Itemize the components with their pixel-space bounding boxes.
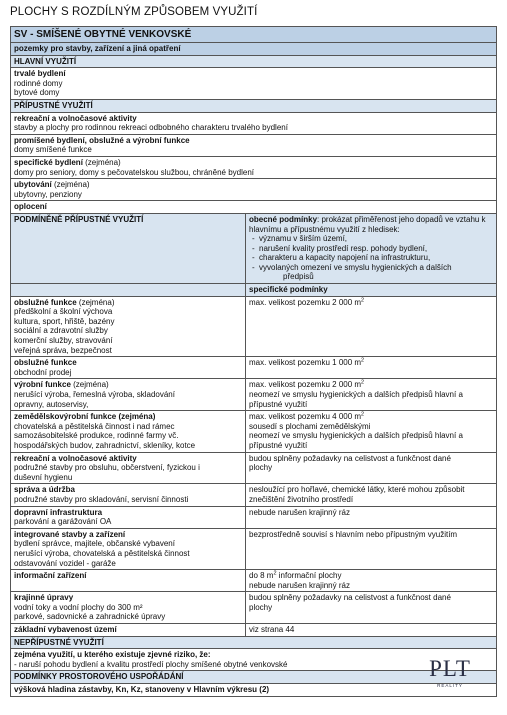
conditional-use	[11, 357, 246, 379]
conditional-row	[11, 379, 497, 411]
conditional-header-row	[11, 213, 497, 283]
conditional-row	[11, 570, 497, 592]
conditional-row	[11, 624, 497, 637]
conditional-use-line: kultura, sport, hřiště, bazény	[14, 316, 115, 326]
specific-condition-sup: 2	[361, 379, 365, 386]
specific-condition	[249, 412, 493, 422]
conditional-use-title: informační zařízení	[14, 571, 87, 581]
conditional-use-title: správa a údržba	[14, 485, 75, 495]
conditional-use-title: obslužné funkce	[14, 358, 77, 368]
conditional-row	[11, 452, 497, 484]
conditional-specific	[246, 411, 497, 452]
specific-condition	[249, 571, 493, 581]
general-conditions-intro: : prokázat přiměřenost jeho dopadů ve vztahu k hlavnímu a přípustnému využití z hledisek:	[249, 214, 486, 234]
permitted-row	[11, 201, 497, 214]
permitted-title: ubytování	[14, 180, 52, 190]
specific-condition	[249, 380, 493, 390]
permitted-text: ubytovny, penziony	[14, 189, 82, 199]
specific-condition-sup: 2	[361, 297, 365, 303]
specific-condition-tail: informační plochy	[276, 571, 342, 581]
conditional-use-line: komerční služby, stravování	[14, 336, 113, 346]
specific-condition-line: neomezí ve smyslu hygienických a dalších předpisů hlavní a	[249, 390, 463, 399]
conditional-use-line: parkování a garážování OA	[14, 517, 112, 527]
permitted-text: domy pro seniory, domy s pečovatelskou službou, chráněné bydlení	[14, 167, 254, 177]
conditional-use	[11, 624, 246, 637]
general-condition-item: - narušení kvality prostředí resp. pohody bydlení,	[259, 244, 493, 254]
conditional-use	[11, 379, 246, 411]
permitted-text: stavby a plochy pro rodinnou rekreaci odbobného charakteru trvalého bydlení	[14, 123, 288, 133]
permitted-cell	[11, 201, 497, 214]
conditional-use-line: opravny, autoservisy,	[14, 399, 89, 409]
permitted-row	[11, 156, 497, 178]
main-use-row	[11, 68, 497, 100]
specific-condition-text: viz strana 44	[249, 625, 295, 635]
land-use-table	[10, 26, 497, 697]
forbidden-header-row	[11, 636, 497, 649]
conditional-use-title: krajinné úpravy	[14, 593, 74, 603]
specific-condition-text: bezprostředně souvisí s hlavním nebo přípustným využitím	[249, 529, 458, 539]
specific-condition-sup: 2	[361, 411, 365, 418]
permitted-title: promíšené bydlení, obslužné a výrobní funkce	[14, 135, 190, 145]
specific-condition	[249, 530, 493, 540]
conditional-use	[11, 506, 246, 528]
conditional-specific	[246, 570, 497, 592]
permitted-cell	[11, 112, 497, 134]
conditional-row	[11, 357, 497, 379]
conditional-use	[11, 452, 246, 484]
specific-condition-text: max. velikost pozemku 2 000 m	[249, 380, 362, 390]
section-main-use: HLAVNÍ VYUŽITÍ	[11, 55, 497, 68]
spatial-item: výšková hladina zástavby, Kn, Kz, stanoveny v Hlavním výkresu (2)	[11, 684, 497, 697]
permitted-cell	[11, 134, 497, 156]
specific-condition-line: sousedí s plochami zemědělskými	[249, 421, 371, 431]
general-condition-item: - významu v širším území,	[259, 234, 493, 244]
specific-condition-line: plochy	[249, 463, 273, 473]
permitted-text: domy smíšené funkce	[14, 145, 92, 155]
conditional-use-line: samozásobitelské produkce, rodinné farmy vč.	[14, 431, 179, 441]
permitted-title: oplocení	[14, 202, 47, 212]
conditional-row	[11, 592, 497, 624]
specific-condition-line: neomezí ve smyslu hygienických a dalších předpisů hlavní a	[249, 431, 463, 441]
specific-condition-text: max. velikost pozemku 2 000 m	[249, 297, 362, 307]
conditional-use-title: integrované stavby a zařízení	[14, 529, 126, 539]
general-conditions-list	[249, 234, 493, 282]
specific-condition	[249, 508, 493, 518]
conditional-use	[11, 484, 246, 506]
plt-reality-logo	[420, 657, 480, 707]
specific-header-row	[11, 284, 497, 297]
specific-header-blank	[11, 284, 246, 297]
conditional-use-line: parkové, sadovnické a zahradnické úpravy	[14, 612, 166, 622]
conditional-use-line: sociální a zdravotní služby	[14, 326, 108, 336]
conditional-row	[11, 411, 497, 452]
permitted-note: (zejména)	[82, 157, 121, 167]
conditional-use-line: nerušící výroba, chovatelská a pěstitelská činnost	[14, 548, 190, 558]
permitted-row	[11, 134, 497, 156]
conditional-use-line: předškolní a školní výchova	[14, 307, 113, 317]
conditional-use-title: obslužné funkce	[14, 297, 77, 307]
specific-condition-text: budou splněny požadavky na celistvost a funkčnost dané	[249, 453, 451, 463]
conditional-specific	[246, 296, 497, 357]
specific-condition	[249, 298, 493, 308]
table-subtitle: pozemky pro stavby, zařízení a jiná opatření	[11, 43, 497, 56]
conditional-row	[11, 484, 497, 506]
section-permitted: PŘÍPUSTNÉ VYUŽITÍ	[11, 99, 497, 112]
conditional-use-line: podružné stavby pro obsluhu, občerstvení, fyzickou i	[14, 463, 200, 473]
specific-condition-line: přípustné využití	[249, 440, 308, 450]
conditional-use-line: vodní toky a vodní plochy do 300 m²	[14, 602, 143, 612]
general-conditions-label: obecné podmínky	[249, 214, 318, 224]
conditional-use	[11, 411, 246, 452]
conditional-specific	[246, 484, 497, 506]
general-condition-item: předpisů	[283, 272, 314, 282]
specific-condition-line: nebude narušen krajinný ráz	[249, 580, 350, 590]
table-title: SV - SMÍŠENÉ OBYTNÉ VENKOVSKÉ	[11, 27, 497, 43]
conditional-use	[11, 296, 246, 357]
main-use-title: trvalé bydlení	[14, 69, 66, 79]
specific-condition-text: max. velikost pozemku 4 000 m	[249, 412, 362, 422]
conditional-use-line: veřejná správa, bezpečnost	[14, 345, 112, 355]
conditional-specific	[246, 379, 497, 411]
permitted-note: (zejména)	[51, 180, 90, 190]
conditional-use	[11, 528, 246, 569]
conditional-use-title: základní vybavenost území	[14, 625, 117, 635]
specific-condition-line: přípustné využití	[249, 399, 308, 409]
permitted-row	[11, 112, 497, 134]
conditional-specific	[246, 592, 497, 624]
specific-condition-text: max. velikost pozemku 1 000 m	[249, 358, 362, 368]
specific-condition-line: znečištění životního prostředí	[249, 494, 354, 504]
logo-mark: PLT	[429, 656, 471, 681]
specific-condition	[249, 593, 493, 603]
specific-condition	[249, 625, 493, 635]
conditional-row	[11, 506, 497, 528]
section-forbidden: NEPŘÍPUSTNÉ VYUŽITÍ	[11, 636, 497, 649]
conditional-use-line: nerušící výroba, řemeslná výroba, skladování	[14, 390, 175, 399]
conditional-use-note: (zejména)	[70, 380, 109, 390]
permitted-cell	[11, 179, 497, 201]
conditional-use-title: rekreační a volnočasové aktivity	[14, 453, 137, 463]
specific-condition-text: do 8 m	[249, 571, 274, 581]
specific-condition-text: nebude narušen krajinný ráz	[249, 507, 350, 517]
specific-condition	[249, 454, 493, 464]
conditional-use-line: odstavování vozidel - garáže	[14, 558, 116, 568]
section-conditional: PODMÍNĚNĚ PŘÍPUSTNÉ VYUŽITÍ	[11, 213, 246, 283]
specific-condition-text: budou splněny požadavky na celistvost a funkčnost dané	[249, 593, 451, 603]
specific-condition	[249, 358, 493, 368]
conditional-use-line: obchodní prodej	[14, 367, 72, 377]
conditional-use-line: chovatelská a pěstitelská činnost i nad rámec	[14, 421, 175, 431]
conditional-specific	[246, 452, 497, 484]
page-title: PLOCHY S ROZDÍLNÝM ZPŮSOBEM VYUŽITÍ	[10, 6, 258, 18]
conditional-use-line: bydlení správce, majitele, občanské vybavení	[14, 539, 175, 549]
permitted-cell	[11, 156, 497, 178]
general-condition-item: - vyvolaných omezení ve smyslu hygienických a dalších	[259, 263, 493, 273]
specific-condition	[249, 485, 493, 495]
conditional-use-title: výrobní funkce	[14, 380, 71, 390]
specific-condition-sup: 2	[273, 570, 277, 577]
permitted-row	[11, 179, 497, 201]
conditional-row	[11, 528, 497, 569]
conditional-row	[11, 296, 497, 357]
conditional-use-title: dopravní infrastruktura	[14, 507, 103, 517]
conditional-use-line: duševní hygienu	[14, 472, 73, 482]
conditional-specific	[246, 624, 497, 637]
main-use-line: rodinné domy	[14, 78, 63, 88]
conditional-specific	[246, 357, 497, 379]
conditional-use-note: (zejména)	[76, 297, 115, 307]
main-use-line: bytové domy	[14, 88, 60, 98]
conditional-use	[11, 570, 246, 592]
conditional-use-line: hospodářských budov, zahradnictví, skleníky, kotce	[14, 440, 196, 450]
conditional-specific	[246, 528, 497, 569]
general-conditions	[246, 213, 497, 283]
logo-sub: REALITY	[437, 683, 463, 688]
conditional-specific	[246, 506, 497, 528]
general-condition-item: - charakteru a kapacity napojení na infrastrukturu,	[259, 253, 493, 263]
specific-conditions-label: specifické podmínky	[246, 284, 497, 297]
conditional-use-title: zemědělskovýrobní funkce (zejména)	[14, 412, 156, 422]
conditional-use-line: podružné stavby pro skladování, servisní činnosti	[14, 494, 189, 504]
section-spatial: PODMÍNKY PROSTOROVÉHO USPOŘÁDÁNÍ	[11, 671, 497, 684]
forbidden-title: zejména využití, u kterého existuje zjevné riziko, že:	[14, 650, 211, 660]
specific-condition-sup: 2	[361, 357, 365, 364]
permitted-title: rekreační a volnočasové aktivity	[14, 113, 137, 123]
forbidden-text: - naruší pohodu bydlení a kvalitu prostředí plochy smíšené obytné venkovské	[14, 659, 288, 669]
specific-condition-line: plochy	[249, 602, 273, 612]
specific-condition-text: nesloužící pro hořlavé, chemické látky, které mohou způsobit	[249, 485, 465, 495]
conditional-use	[11, 592, 246, 624]
permitted-title: specifické bydlení	[14, 157, 83, 167]
